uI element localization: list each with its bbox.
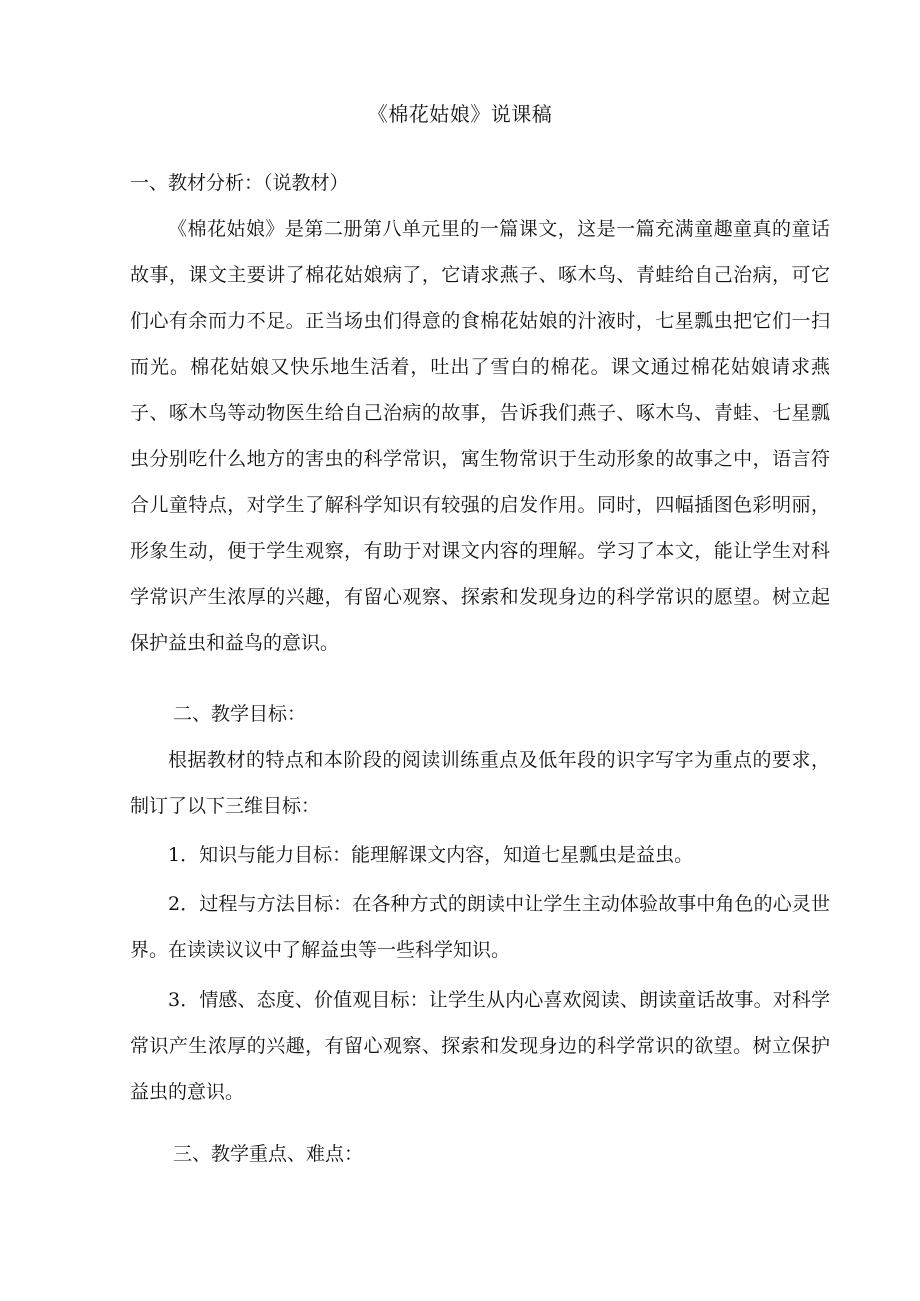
section-heading-3: 三、教学重点、难点：: [173, 1143, 364, 1165]
section-heading-1: 一、教材分析：（说教材）: [130, 172, 349, 194]
paragraph-objective-3: 3．情感、态度、价值观目标：让学生从内心喜欢阅读、朗读童话故事。对科学常识产生浓厚的兴趣，有留心观察、探索和发现身边的科学常识的欲望。树立保护益虫的意识。: [130, 989, 830, 1103]
section-heading-2: 二、教学目标：: [173, 703, 307, 725]
paragraph-objective-1: 1．知识与能力目标：能理解课文内容，知道七星瓢虫是益虫。: [168, 844, 694, 866]
page-title: 《棉花姑娘》说课稿: [367, 102, 553, 126]
paragraph-objective-2: 2．过程与方法目标：在各种方式的朗读中让学生主动体验故事中角色的心灵世界。在读读议议中了解益虫等一些科学知识。: [130, 893, 830, 961]
paragraph-objectives-intro: 根据教材的特点和本阶段的阅读训练重点及低年段的识字写字为重点的要求，制订了以下三维目标：: [130, 749, 830, 817]
paragraph-textbook-analysis: 《棉花姑娘》是第二册第八单元里的一篇课文，这是一篇充满童趣童真的童话故事，课文主要讲了棉花姑娘病了，它请求燕子、啄木鸟、青蛙给自己治病，可它们心有余而力不足。正当场虫们得意的食棉花姑娘的汁液时，七星瓢虫把它们一扫而光。棉花姑娘又快乐地生活着，吐出了雪白的棉花。课文通过棉花姑娘请求燕子、啄木鸟等动物医生给自己治病的故事，告诉我们燕子、啄木鸟、青蛙、七星瓢虫分别吃什么地方的害虫的科学常识，寓生物常识于生动形象的故事之中，语言符合儿童特点，对学生了解科学知识有较强的启发作用。同时，四幅插图色彩明丽，形象生动，便于学生观察，有助于对课文内容的理解。学习了本文，能让学生对科学常识产生浓厚的兴趣，有留心观察、探索和发现身边的科学常识的愿望。树立起保护益虫和益鸟的意识。: [130, 218, 830, 654]
